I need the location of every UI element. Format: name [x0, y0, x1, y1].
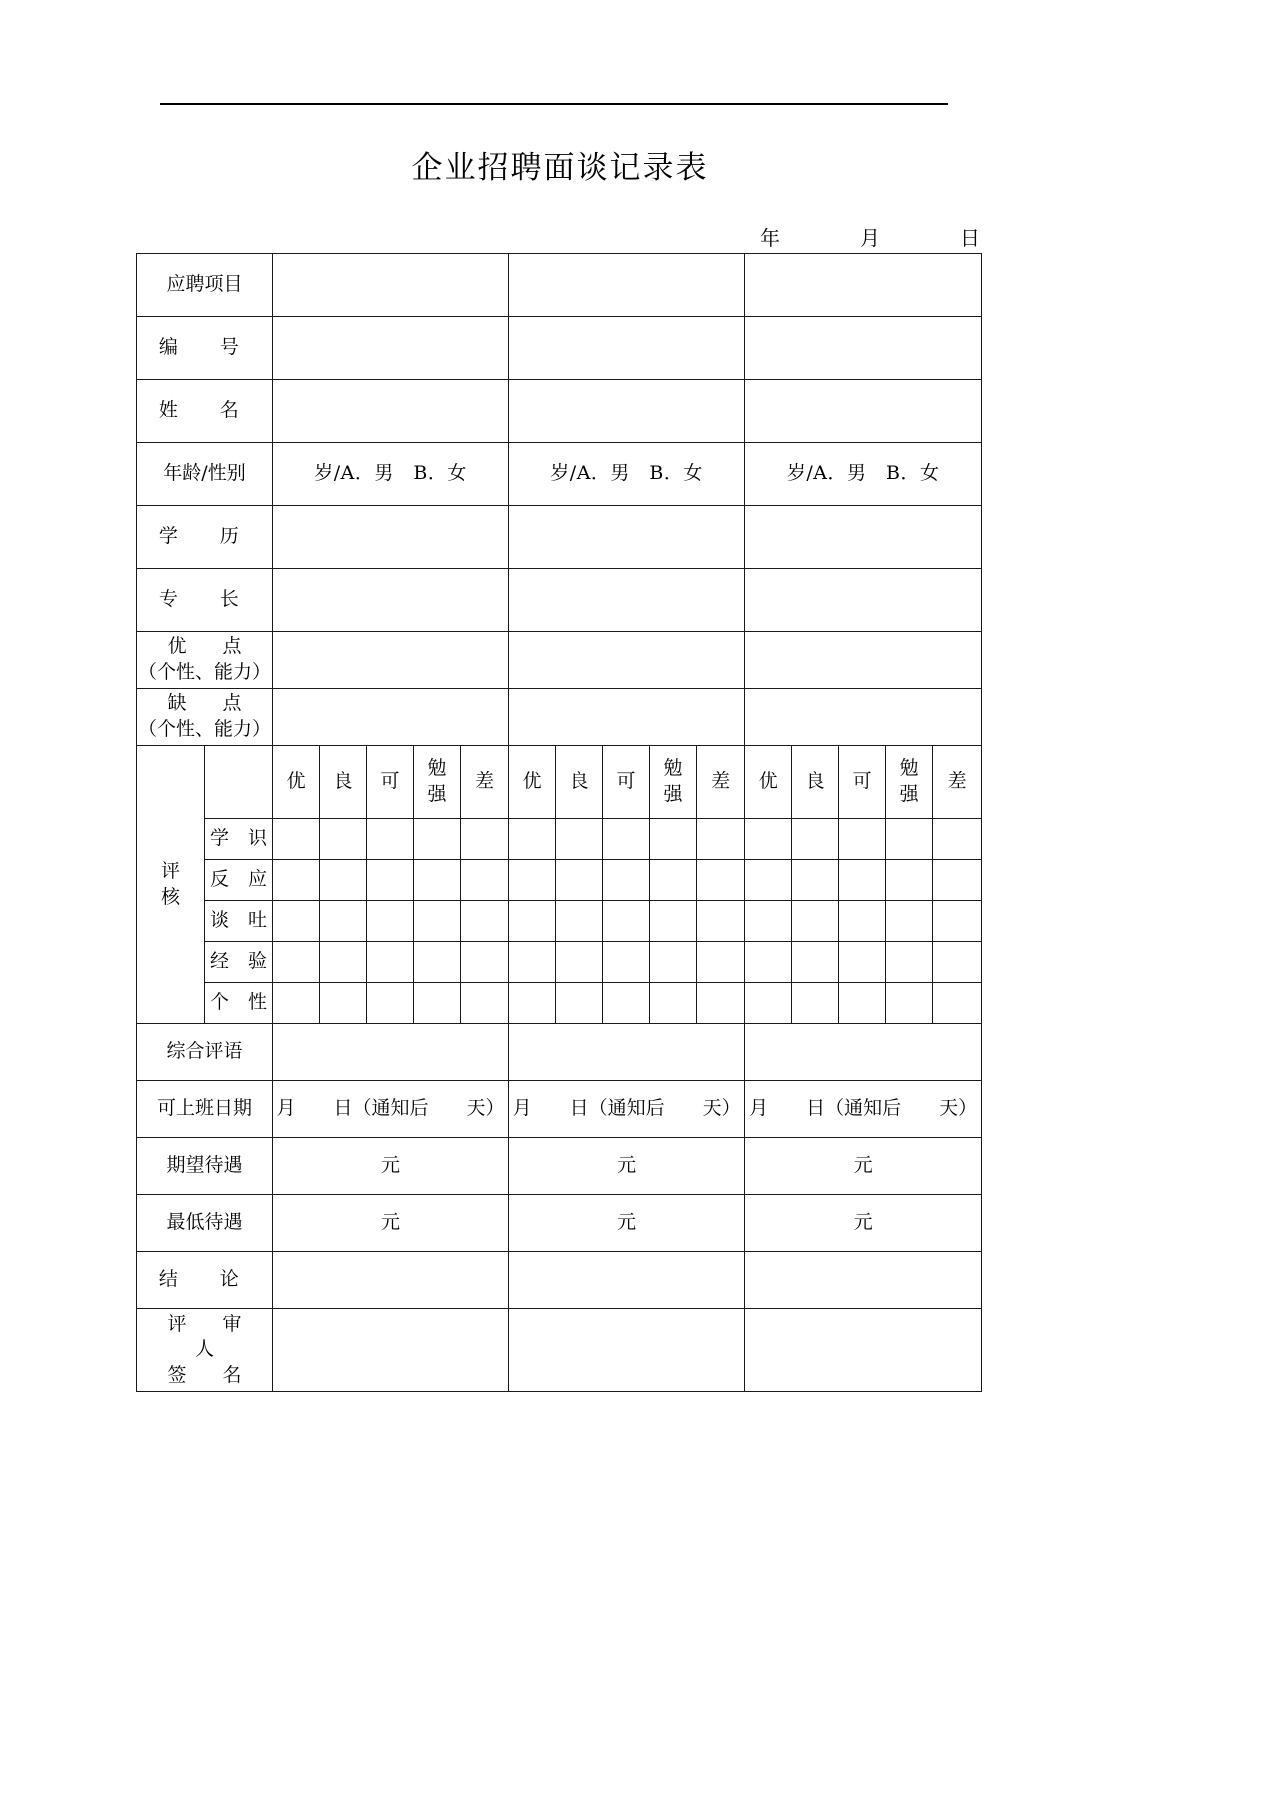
rating-header-c2-poor: 差 — [697, 746, 745, 819]
table-row — [137, 942, 982, 983]
rate-knowledge-c2-poor[interactable] — [697, 819, 745, 860]
table-row — [137, 901, 982, 942]
rating-header-spacer — [205, 746, 273, 819]
rate-reaction-c2-good[interactable] — [556, 860, 603, 901]
name-value-1[interactable] — [273, 380, 509, 443]
specialty-value-1[interactable] — [273, 569, 509, 632]
rate-personality-c3-excellent[interactable] — [745, 983, 792, 1024]
conclusion-value-2[interactable] — [509, 1252, 745, 1309]
rating-header-c3-fair: 可 — [839, 746, 886, 819]
date-month-label: 月 — [860, 226, 880, 250]
table-row — [137, 819, 982, 860]
rate-experience-c2-passable[interactable] — [650, 942, 697, 983]
table-row — [137, 860, 982, 901]
rate-personality-c1-good[interactable] — [320, 983, 367, 1024]
strengths-value-2[interactable] — [509, 632, 745, 689]
weaknesses-value-3[interactable] — [745, 689, 982, 746]
rate-experience-c3-fair[interactable] — [839, 942, 886, 983]
rating-header-c2-fair: 可 — [603, 746, 650, 819]
table-row — [137, 443, 982, 506]
rating-header-c1-good: 良 — [320, 746, 367, 819]
education-value-1[interactable] — [273, 506, 509, 569]
row-label-name: 姓 名 — [137, 380, 273, 443]
rate-personality-c2-passable[interactable] — [650, 983, 697, 1024]
expected-salary-value-3[interactable]: 元 — [745, 1138, 982, 1195]
row-label-age-gender: 年龄/性别 — [137, 443, 273, 506]
row-label-overall-comment: 综合评语 — [137, 1024, 273, 1081]
table-row — [137, 983, 982, 1024]
rate-speech-c1-passable[interactable] — [414, 901, 461, 942]
rating-header-c3-passable: 勉 强 — [886, 746, 933, 819]
conclusion-value-1[interactable] — [273, 1252, 509, 1309]
table-row — [137, 506, 982, 569]
expected-salary-value-2[interactable]: 元 — [509, 1138, 745, 1195]
rate-knowledge-c2-fair[interactable] — [603, 819, 650, 860]
rate-personality-c2-poor[interactable] — [697, 983, 745, 1024]
rate-reaction-c1-poor[interactable] — [461, 860, 509, 901]
criterion-label-personality: 个 性 — [205, 983, 273, 1024]
rate-reaction-c1-passable[interactable] — [414, 860, 461, 901]
rate-personality-c2-good[interactable] — [556, 983, 603, 1024]
number-value-2[interactable] — [509, 317, 745, 380]
row-label-weaknesses — [137, 689, 273, 746]
education-value-2[interactable] — [509, 506, 745, 569]
rating-header-row — [137, 746, 982, 819]
rate-reaction-c1-excellent[interactable] — [273, 860, 320, 901]
rate-personality-c3-poor[interactable] — [933, 983, 982, 1024]
rate-speech-c2-fair[interactable] — [603, 901, 650, 942]
age-gender-value-1[interactable]: 岁/A．男 B．女 — [273, 443, 509, 506]
position-value-1[interactable] — [273, 254, 509, 317]
reviewer-signature-line2: 签 名 — [167, 1363, 251, 1386]
row-label-strengths-line1: 优 点 — [167, 635, 251, 658]
rate-personality-c2-excellent[interactable] — [509, 983, 556, 1024]
row-label-conclusion: 结 论 — [137, 1252, 273, 1309]
criterion-label-knowledge: 学 识 — [205, 819, 273, 860]
specialty-value-3[interactable] — [745, 569, 982, 632]
rate-speech-c3-excellent[interactable] — [745, 901, 792, 942]
specialty-value-2[interactable] — [509, 569, 745, 632]
education-value-3[interactable] — [745, 506, 982, 569]
rate-experience-c3-passable[interactable] — [886, 942, 933, 983]
rate-knowledge-c3-passable[interactable] — [886, 819, 933, 860]
row-label-minimum-salary: 最低待遇 — [137, 1195, 273, 1252]
rate-personality-c2-fair[interactable] — [603, 983, 650, 1024]
rate-knowledge-c1-passable[interactable] — [414, 819, 461, 860]
rate-knowledge-c3-fair[interactable] — [839, 819, 886, 860]
interview-record-table — [136, 253, 982, 1392]
rate-speech-c1-fair[interactable] — [367, 901, 414, 942]
row-label-number: 编 号 — [137, 317, 273, 380]
age-gender-value-2[interactable]: 岁/A．男 B．女 — [509, 443, 745, 506]
rate-reaction-c2-poor[interactable] — [697, 860, 745, 901]
rate-speech-c1-poor[interactable] — [461, 901, 509, 942]
criterion-label-speech: 谈 吐 — [205, 901, 273, 942]
criterion-label-reaction: 反 应 — [205, 860, 273, 901]
rate-knowledge-c1-poor[interactable] — [461, 819, 509, 860]
rate-experience-c2-poor[interactable] — [697, 942, 745, 983]
name-value-2[interactable] — [509, 380, 745, 443]
rating-header-c1-poor: 差 — [461, 746, 509, 819]
reviewer-signature-value-2[interactable] — [509, 1309, 745, 1392]
start-date-value-1[interactable]: 月 日（通知后 天） — [273, 1081, 509, 1138]
table-row — [137, 1081, 982, 1138]
rate-knowledge-c3-excellent[interactable] — [745, 819, 792, 860]
rate-knowledge-c3-poor[interactable] — [933, 819, 982, 860]
rate-experience-c2-fair[interactable] — [603, 942, 650, 983]
age-gender-value-3[interactable]: 岁/A．男 B．女 — [745, 443, 982, 506]
rate-speech-c1-excellent[interactable] — [273, 901, 320, 942]
rate-experience-c1-good[interactable] — [320, 942, 367, 983]
rate-reaction-c3-excellent[interactable] — [745, 860, 792, 901]
rate-experience-c1-excellent[interactable] — [273, 942, 320, 983]
minimum-salary-value-3[interactable]: 元 — [745, 1195, 982, 1252]
rate-speech-c3-good[interactable] — [792, 901, 839, 942]
rate-speech-c2-good[interactable] — [556, 901, 603, 942]
evaluation-group-label — [137, 746, 205, 1024]
rate-experience-c1-poor[interactable] — [461, 942, 509, 983]
rate-reaction-c3-good[interactable] — [792, 860, 839, 901]
rate-personality-c1-fair[interactable] — [367, 983, 414, 1024]
rate-speech-c3-poor[interactable] — [933, 901, 982, 942]
position-value-3[interactable] — [745, 254, 982, 317]
rate-speech-c3-fair[interactable] — [839, 901, 886, 942]
overall-comment-value-3[interactable] — [745, 1024, 982, 1081]
rate-knowledge-c1-excellent[interactable] — [273, 819, 320, 860]
rating-header-c2-good: 良 — [556, 746, 603, 819]
strengths-value-3[interactable] — [745, 632, 982, 689]
rate-speech-c2-excellent[interactable] — [509, 901, 556, 942]
rate-personality-c1-excellent[interactable] — [273, 983, 320, 1024]
row-label-strengths — [137, 632, 273, 689]
rate-reaction-c3-poor[interactable] — [933, 860, 982, 901]
rate-personality-c3-good[interactable] — [792, 983, 839, 1024]
rate-knowledge-c2-passable[interactable] — [650, 819, 697, 860]
page-title: 企业招聘面谈记录表 — [411, 150, 709, 186]
rate-knowledge-c3-good[interactable] — [792, 819, 839, 860]
reviewer-signature-value-1[interactable] — [273, 1309, 509, 1392]
rate-personality-c3-passable[interactable] — [886, 983, 933, 1024]
rating-header-c2-passable: 勉 强 — [650, 746, 697, 819]
name-value-3[interactable] — [745, 380, 982, 443]
rate-experience-c2-good[interactable] — [556, 942, 603, 983]
weaknesses-value-1[interactable] — [273, 689, 509, 746]
rate-knowledge-c2-excellent[interactable] — [509, 819, 556, 860]
minimum-salary-value-1[interactable]: 元 — [273, 1195, 509, 1252]
date-year-label: 年 — [760, 226, 780, 250]
criterion-label-experience: 经 验 — [205, 942, 273, 983]
table-row — [137, 632, 982, 689]
table-row — [137, 569, 982, 632]
rate-experience-c3-good[interactable] — [792, 942, 839, 983]
rate-knowledge-c1-good[interactable] — [320, 819, 367, 860]
reviewer-signature-value-3[interactable] — [745, 1309, 982, 1392]
number-value-1[interactable] — [273, 317, 509, 380]
rate-speech-c2-passable[interactable] — [650, 901, 697, 942]
rating-header-c1-passable: 勉 强 — [414, 746, 461, 819]
minimum-salary-value-2[interactable]: 元 — [509, 1195, 745, 1252]
rate-speech-c1-good[interactable] — [320, 901, 367, 942]
position-value-2[interactable] — [509, 254, 745, 317]
rating-header-c3-excellent: 优 — [745, 746, 792, 819]
rate-personality-c1-passable[interactable] — [414, 983, 461, 1024]
rating-header-c1-excellent: 优 — [273, 746, 320, 819]
weaknesses-value-2[interactable] — [509, 689, 745, 746]
date-day-label: 日 — [960, 226, 980, 250]
reviewer-signature-line1: 评 审 人 — [167, 1312, 278, 1361]
rate-experience-c1-fair[interactable] — [367, 942, 414, 983]
rate-reaction-c3-passable[interactable] — [886, 860, 933, 901]
row-label-position: 应聘项目 — [137, 254, 273, 317]
rate-reaction-c1-fair[interactable] — [367, 860, 414, 901]
row-label-start-date: 可上班日期 — [137, 1081, 273, 1138]
start-date-value-3[interactable]: 月 日（通知后 天） — [745, 1081, 982, 1138]
rate-speech-c2-poor[interactable] — [697, 901, 745, 942]
rate-knowledge-c1-fair[interactable] — [367, 819, 414, 860]
table-row — [137, 1252, 982, 1309]
rate-reaction-c2-passable[interactable] — [650, 860, 697, 901]
rate-reaction-c2-excellent[interactable] — [509, 860, 556, 901]
rating-header-c2-excellent: 优 — [509, 746, 556, 819]
rating-header-c3-poor: 差 — [933, 746, 982, 819]
row-label-weaknesses-line2: （个性、能力） — [137, 718, 271, 740]
table-row — [137, 1024, 982, 1081]
row-label-expected-salary: 期望待遇 — [137, 1138, 273, 1195]
rating-header-c3-good: 良 — [792, 746, 839, 819]
rate-reaction-c2-fair[interactable] — [603, 860, 650, 901]
overall-comment-value-1[interactable] — [273, 1024, 509, 1081]
rate-experience-c1-passable[interactable] — [414, 942, 461, 983]
table-row — [137, 1195, 982, 1252]
row-label-weaknesses-line1: 缺 点 — [167, 692, 251, 715]
table-row — [137, 1309, 982, 1392]
row-label-strengths-line2: （个性、能力） — [137, 661, 271, 683]
evaluation-label-char1: 评 — [160, 859, 180, 882]
rate-knowledge-c2-good[interactable] — [556, 819, 603, 860]
evaluation-label-char2: 核 — [160, 885, 180, 908]
date-line — [760, 222, 980, 251]
table-row — [137, 254, 982, 317]
rate-reaction-c3-fair[interactable] — [839, 860, 886, 901]
row-label-education: 学 历 — [137, 506, 273, 569]
start-date-value-2[interactable]: 月 日（通知后 天） — [509, 1081, 745, 1138]
rate-experience-c2-excellent[interactable] — [509, 942, 556, 983]
rate-speech-c3-passable[interactable] — [886, 901, 933, 942]
rate-reaction-c1-good[interactable] — [320, 860, 367, 901]
row-label-specialty: 专 长 — [137, 569, 273, 632]
conclusion-value-3[interactable] — [745, 1252, 982, 1309]
table-row — [137, 1138, 982, 1195]
table-row — [137, 380, 982, 443]
row-label-reviewer-signature — [137, 1309, 278, 1392]
rate-personality-c3-fair[interactable] — [839, 983, 886, 1024]
rate-personality-c1-poor[interactable] — [461, 983, 509, 1024]
rate-experience-c3-excellent[interactable] — [745, 942, 792, 983]
rate-experience-c3-poor[interactable] — [933, 942, 982, 983]
table-row — [137, 689, 982, 746]
expected-salary-value-1[interactable]: 元 — [273, 1138, 509, 1195]
table-row — [137, 317, 982, 380]
overall-comment-value-2[interactable] — [509, 1024, 745, 1081]
rating-header-c1-fair: 可 — [367, 746, 414, 819]
header-rule — [160, 103, 948, 105]
strengths-value-1[interactable] — [273, 632, 509, 689]
number-value-3[interactable] — [745, 317, 982, 380]
